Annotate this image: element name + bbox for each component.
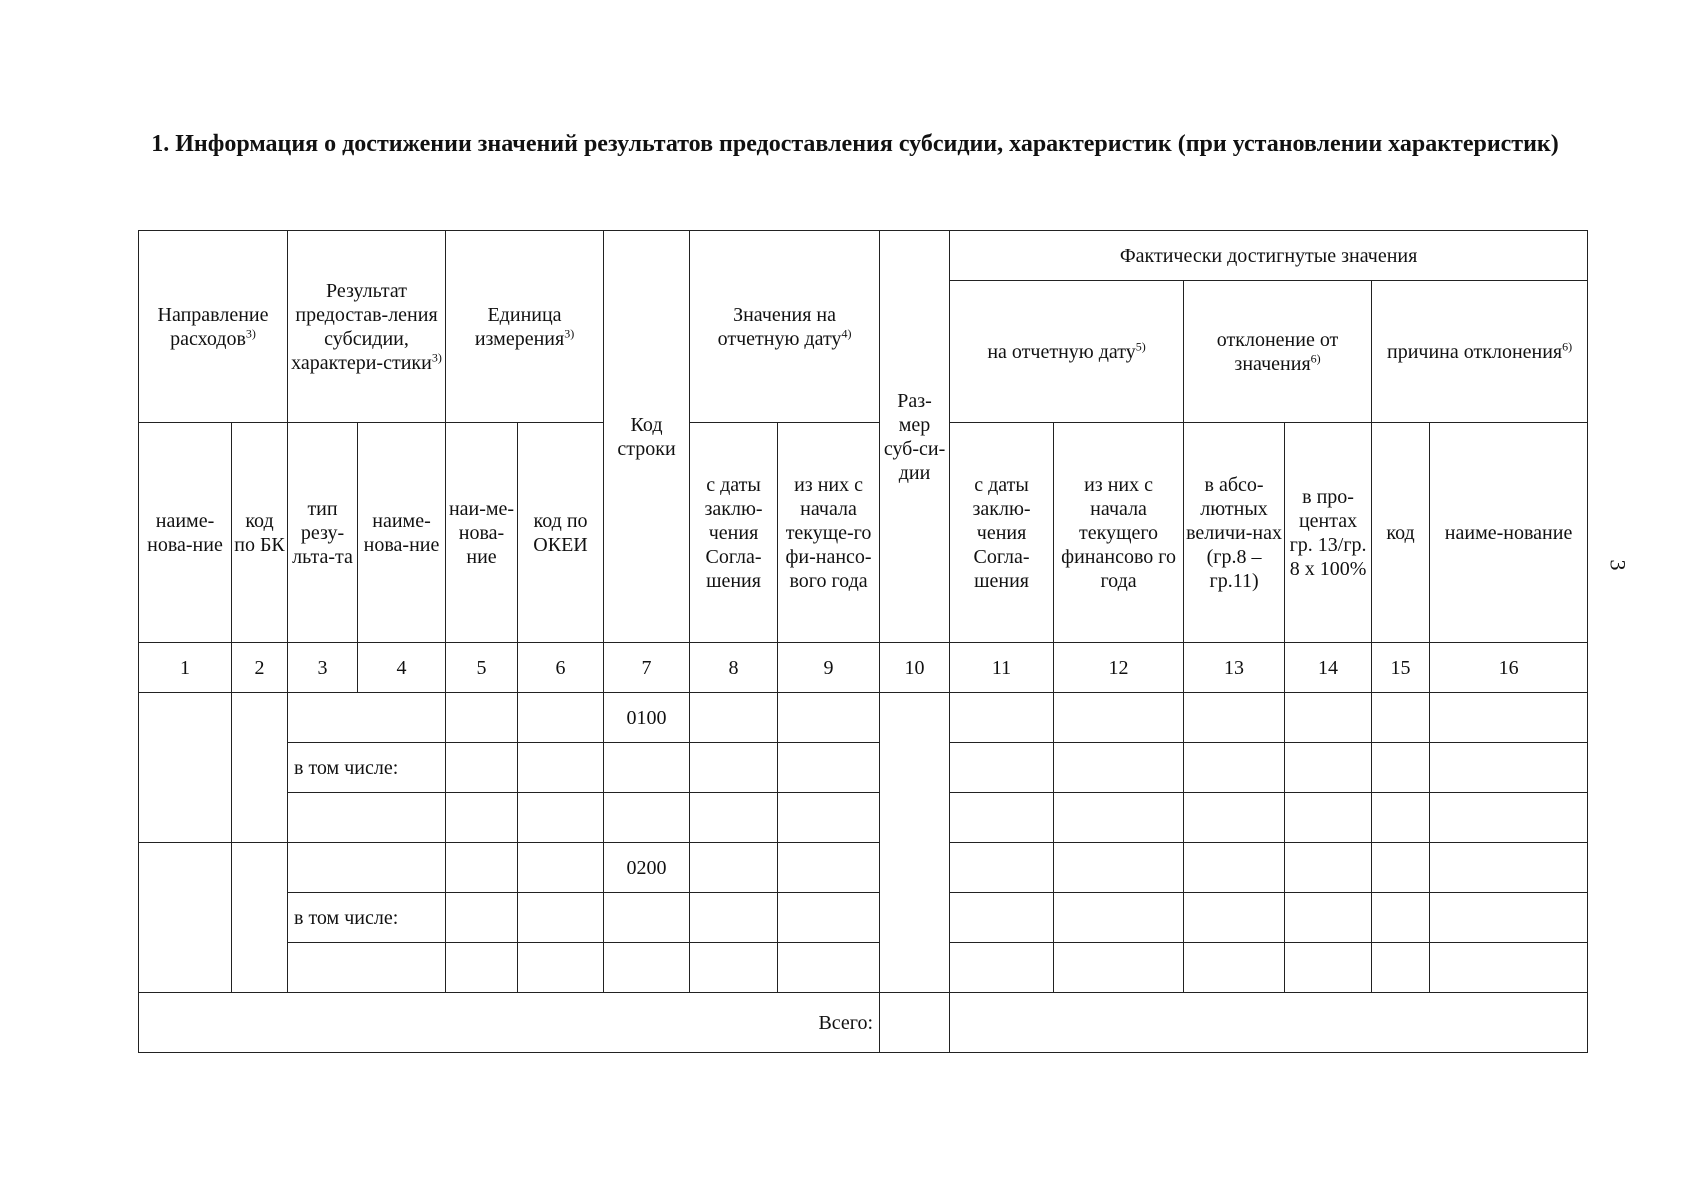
table-row bbox=[139, 943, 1588, 993]
column-number: 3 bbox=[288, 643, 358, 693]
page-number: 3 bbox=[1605, 559, 1631, 571]
data-cell[interactable] bbox=[880, 693, 950, 993]
subheader-cell: из них с начала текуще-го фи-нансо-вого года bbox=[778, 423, 880, 643]
col-group-result: Результат предостав-ления субсидии, характери-стики$^{3)}$ bbox=[288, 231, 446, 423]
subheader-cell: в про-центах гр. 13/гр. 8 х 100% bbox=[1285, 423, 1372, 643]
data-cell[interactable] bbox=[1430, 693, 1588, 743]
data-cell[interactable] bbox=[778, 843, 880, 893]
subheader-cell: в абсо-лютных величи-нах (гр.8 – гр.11) bbox=[1184, 423, 1285, 643]
data-cell[interactable] bbox=[778, 943, 880, 993]
data-cell[interactable] bbox=[1285, 743, 1372, 793]
data-cell[interactable] bbox=[950, 693, 1054, 743]
data-cell[interactable] bbox=[604, 793, 690, 843]
data-cell[interactable] bbox=[1054, 843, 1184, 893]
data-cell[interactable] bbox=[1184, 693, 1285, 743]
data-cell[interactable] bbox=[1285, 843, 1372, 893]
data-cell[interactable] bbox=[1285, 943, 1372, 993]
subheader-cell: из них с начала текущего финансово го года bbox=[1054, 423, 1184, 643]
data-cell[interactable] bbox=[139, 843, 232, 993]
data-cell[interactable] bbox=[1184, 793, 1285, 843]
data-cell[interactable] bbox=[1430, 743, 1588, 793]
table-row bbox=[139, 743, 1588, 793]
data-cell[interactable] bbox=[1285, 693, 1372, 743]
data-cell[interactable] bbox=[1372, 743, 1430, 793]
column-number: 14 bbox=[1285, 643, 1372, 693]
column-number: 16 bbox=[1430, 643, 1588, 693]
data-cell[interactable] bbox=[1372, 893, 1430, 943]
data-cell[interactable] bbox=[604, 943, 690, 993]
data-cell[interactable] bbox=[950, 943, 1054, 993]
data-cell[interactable] bbox=[288, 693, 446, 743]
subheader-cell: наиме-нова-ние bbox=[139, 423, 232, 643]
column-number: 1 bbox=[139, 643, 232, 693]
header-row-1 bbox=[139, 231, 1588, 281]
data-cell[interactable] bbox=[1184, 893, 1285, 943]
data-cell[interactable] bbox=[1372, 693, 1430, 743]
column-number: 9 bbox=[778, 643, 880, 693]
column-number: 5 bbox=[446, 643, 518, 693]
data-cell[interactable] bbox=[1184, 743, 1285, 793]
data-cell[interactable] bbox=[288, 843, 446, 893]
data-cell[interactable] bbox=[690, 893, 778, 943]
data-cell[interactable] bbox=[1054, 693, 1184, 743]
column-number-row bbox=[139, 643, 1588, 693]
data-cell[interactable] bbox=[288, 793, 446, 843]
including-label: в том числе: bbox=[288, 743, 446, 793]
data-cell[interactable] bbox=[446, 943, 518, 993]
data-cell[interactable] bbox=[778, 743, 880, 793]
data-cell[interactable] bbox=[690, 793, 778, 843]
col-row-code: Код строки bbox=[604, 231, 690, 643]
data-cell[interactable] bbox=[1372, 943, 1430, 993]
col-subsidy-size: Раз-мер суб-си-дии bbox=[880, 231, 950, 643]
data-cell[interactable] bbox=[446, 793, 518, 843]
data-cell[interactable] bbox=[950, 843, 1054, 893]
column-number: 13 bbox=[1184, 643, 1285, 693]
data-cell[interactable] bbox=[1184, 943, 1285, 993]
data-cell[interactable] bbox=[1285, 793, 1372, 843]
table-row bbox=[139, 693, 1588, 743]
column-number: 11 bbox=[950, 643, 1054, 693]
data-cell[interactable] bbox=[690, 943, 778, 993]
table-row bbox=[139, 893, 1588, 943]
data-cell[interactable] bbox=[1184, 843, 1285, 893]
column-number: 4 bbox=[358, 643, 446, 693]
data-cell[interactable] bbox=[518, 843, 604, 893]
col-group-values-on-date: Значения на отчетную дату$^{4)}$ bbox=[690, 231, 880, 423]
total-label: Всего: bbox=[139, 993, 880, 1053]
data-cell[interactable] bbox=[232, 843, 288, 993]
data-cell[interactable] bbox=[446, 743, 518, 793]
row-code-cell: 0200 bbox=[604, 843, 690, 893]
data-cell[interactable] bbox=[1285, 893, 1372, 943]
data-cell[interactable] bbox=[690, 843, 778, 893]
col-group-actual-on-date: на отчетную дату$^{5)}$ bbox=[950, 281, 1184, 423]
data-cell[interactable] bbox=[232, 693, 288, 843]
data-cell[interactable] bbox=[1430, 843, 1588, 893]
data-cell[interactable] bbox=[1054, 893, 1184, 943]
data-cell[interactable] bbox=[446, 843, 518, 893]
data-cell[interactable] bbox=[1430, 893, 1588, 943]
col-group-deviation: отклонение от значения$^{6)}$ bbox=[1184, 281, 1372, 423]
data-cell[interactable] bbox=[778, 893, 880, 943]
data-cell[interactable] bbox=[1372, 843, 1430, 893]
data-cell[interactable] bbox=[446, 693, 518, 743]
table-row bbox=[139, 793, 1588, 843]
subheader-cell: наиме-нова-ние bbox=[358, 423, 446, 643]
data-cell[interactable] bbox=[778, 693, 880, 743]
subheader-cell: код bbox=[1372, 423, 1430, 643]
subheader-cell: код по БК bbox=[232, 423, 288, 643]
data-cell[interactable] bbox=[690, 693, 778, 743]
data-cell[interactable] bbox=[518, 793, 604, 843]
data-cell[interactable] bbox=[1430, 793, 1588, 843]
data-cell[interactable] bbox=[950, 893, 1054, 943]
column-number: 15 bbox=[1372, 643, 1430, 693]
row-code-cell: 0100 bbox=[604, 693, 690, 743]
results-table bbox=[138, 230, 1588, 1053]
column-number: 6 bbox=[518, 643, 604, 693]
total-subsidy-cell[interactable] bbox=[880, 993, 950, 1053]
data-cell[interactable] bbox=[604, 893, 690, 943]
column-number: 7 bbox=[604, 643, 690, 693]
data-cell[interactable] bbox=[604, 743, 690, 793]
data-cell[interactable] bbox=[518, 693, 604, 743]
subheader-cell: с даты заклю-чения Согла-шения bbox=[950, 423, 1054, 643]
subheader-cell: код по ОКЕИ bbox=[518, 423, 604, 643]
data-cell[interactable] bbox=[950, 743, 1054, 793]
column-number: 12 bbox=[1054, 643, 1184, 693]
subheader-cell: с даты заклю-чения Согла-шения bbox=[690, 423, 778, 643]
col-group-reason: причина отклонения$^{6)}$ bbox=[1372, 281, 1588, 423]
total-row bbox=[139, 993, 1588, 1053]
column-number: 10 bbox=[880, 643, 950, 693]
data-cell[interactable] bbox=[518, 743, 604, 793]
data-cell[interactable] bbox=[288, 943, 446, 993]
col-group-actual: Фактически достигнутые значения bbox=[950, 231, 1588, 281]
including-label: в том числе: bbox=[288, 893, 446, 943]
subheader-cell: тип резу-льта-та bbox=[288, 423, 358, 643]
data-cell[interactable] bbox=[518, 893, 604, 943]
column-number: 8 bbox=[690, 643, 778, 693]
data-cell[interactable] bbox=[1054, 793, 1184, 843]
col-group-unit: Единица измерения$^{3)}$ bbox=[446, 231, 604, 423]
data-cell[interactable] bbox=[950, 793, 1054, 843]
data-cell[interactable] bbox=[139, 693, 232, 843]
col-group-direction: Направление расходов$^{3)}$ bbox=[139, 231, 288, 423]
data-cell[interactable] bbox=[1054, 943, 1184, 993]
subheader-row bbox=[139, 423, 1588, 643]
table-row bbox=[139, 843, 1588, 893]
data-cell[interactable] bbox=[690, 743, 778, 793]
data-cell[interactable] bbox=[446, 893, 518, 943]
total-actual-cell[interactable] bbox=[950, 993, 1588, 1053]
data-cell[interactable] bbox=[778, 793, 880, 843]
column-number: 2 bbox=[232, 643, 288, 693]
data-cell[interactable] bbox=[1430, 943, 1588, 993]
section-title: 1. Информация о достижении значений результатов предоставления субсидии, характеристик (при установлении характеристик) bbox=[151, 131, 1559, 157]
data-cell[interactable] bbox=[1054, 743, 1184, 793]
data-cell[interactable] bbox=[518, 943, 604, 993]
subheader-cell: наиме-нование bbox=[1430, 423, 1588, 643]
subheader-cell: наи-ме-нова-ние bbox=[446, 423, 518, 643]
data-cell[interactable] bbox=[1372, 793, 1430, 843]
